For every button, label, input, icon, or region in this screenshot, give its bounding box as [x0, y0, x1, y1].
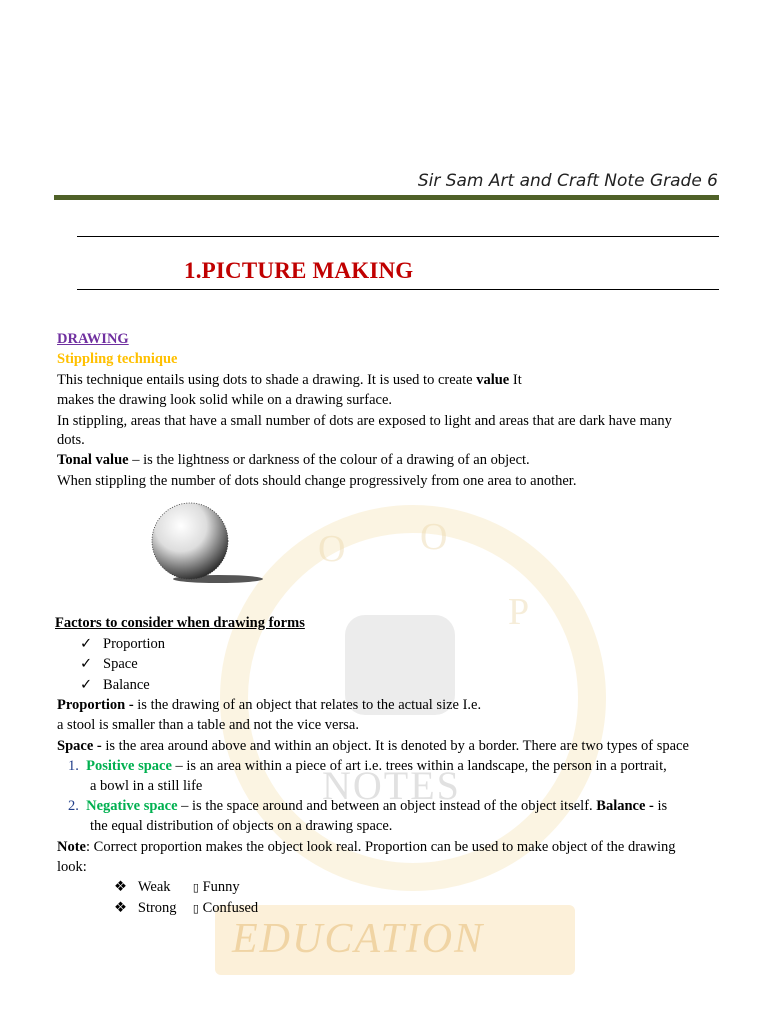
factor-label: Proportion: [103, 636, 166, 652]
check-icon: ✓: [80, 656, 93, 672]
paragraph-line: When stippling the number of dots should change progressively from one area to another.: [57, 473, 577, 489]
text: is: [653, 798, 668, 814]
paragraph-line: [57, 370, 522, 390]
factor-item: [80, 634, 165, 654]
text: This technique entails using dots to shade a drawing. It is used to create: [57, 372, 477, 388]
text: – is the lightness or darkness of the colour of a drawing of an object.: [128, 452, 530, 468]
diamond-bullet-icon: ❖: [114, 879, 127, 895]
factor-label: Space: [103, 656, 138, 672]
factors-heading: Factors to consider when drawing forms: [55, 615, 305, 631]
list-item: [68, 796, 667, 816]
text: : Correct proportion makes the object look real. Proportion can be used to make object of the drawing: [86, 839, 676, 855]
term-balance: Balance -: [596, 798, 654, 814]
chapter-top-rule: [77, 236, 719, 237]
list-item-cont: a bowl in a still life: [90, 778, 203, 794]
paragraph-line: [57, 450, 530, 470]
factor-item: [80, 654, 138, 674]
text: is the area around above and within an object. It is denoted by a border. There are two types of space: [101, 738, 689, 754]
look-label: Weak: [137, 879, 171, 895]
look-label: Funny: [202, 879, 240, 895]
watermark-letter: P: [508, 591, 530, 633]
missing-glyph-icon: ▯: [192, 902, 199, 915]
text: – is the space around and between an object instead of the object itself.: [177, 798, 597, 814]
term-tonal-value: Tonal value: [57, 452, 129, 468]
text: – is an area within a piece of art i.e. trees within a landscape, the person in a portrait,: [171, 758, 667, 774]
stippled-sphere-image: [148, 498, 268, 588]
look-item: [114, 877, 240, 898]
paragraph-line: makes the drawing look solid while on a drawing surface.: [57, 392, 393, 408]
chapter-number: 1.: [184, 258, 202, 283]
watermark-letter: O: [318, 528, 346, 570]
watermark-notes: NOTES: [322, 763, 461, 808]
paragraph-line: [57, 837, 676, 857]
watermark-education: EDUCATION: [232, 916, 485, 962]
subheading: Stippling technique: [57, 351, 178, 367]
paragraph-line: In stippling, areas that have a small number of dots are exposed to light and areas that are dark have many: [57, 413, 672, 429]
text: It: [509, 372, 522, 388]
list-item-cont: the equal distribution of objects on a drawing space.: [90, 818, 393, 834]
missing-glyph-icon: ▯: [192, 881, 199, 894]
paragraph-line: [57, 736, 689, 756]
chapter-name: PICTURE MAKING: [201, 258, 414, 283]
term-proportion: Proportion -: [57, 697, 134, 713]
diamond-bullet-icon: ❖: [114, 900, 127, 916]
factor-item: [80, 675, 150, 695]
term-value: value: [476, 372, 510, 388]
look-label: Strong: [137, 900, 177, 916]
header-title: Sir Sam Art and Craft Note Grade 6: [417, 171, 718, 191]
list-number: 2.: [68, 798, 79, 814]
check-icon: ✓: [80, 677, 93, 693]
term-negative-space: Negative space: [86, 798, 178, 814]
look-label: Confused: [202, 900, 259, 916]
text: is the drawing of an object that relates to the actual size I.e.: [133, 697, 482, 713]
chapter-bottom-rule: [77, 289, 719, 290]
list-item: [68, 756, 667, 776]
term-note: Note: [57, 839, 86, 855]
list-number: 1.: [68, 758, 79, 774]
factor-label: Balance: [103, 677, 150, 693]
chapter-title: [184, 258, 413, 284]
paragraph-line: dots.: [57, 432, 85, 448]
term-space: Space -: [57, 738, 102, 754]
section-heading: DRAWING: [57, 331, 129, 347]
look-item: [114, 898, 258, 919]
paragraph-line: [57, 695, 481, 715]
paragraph-line: a stool is smaller than a table and not the vice versa.: [57, 717, 359, 733]
header-bar: [54, 195, 719, 200]
check-icon: ✓: [80, 636, 93, 652]
watermark-letter: O: [420, 516, 448, 558]
term-positive-space: Positive space: [86, 758, 172, 774]
paragraph-line: look:: [57, 859, 87, 875]
